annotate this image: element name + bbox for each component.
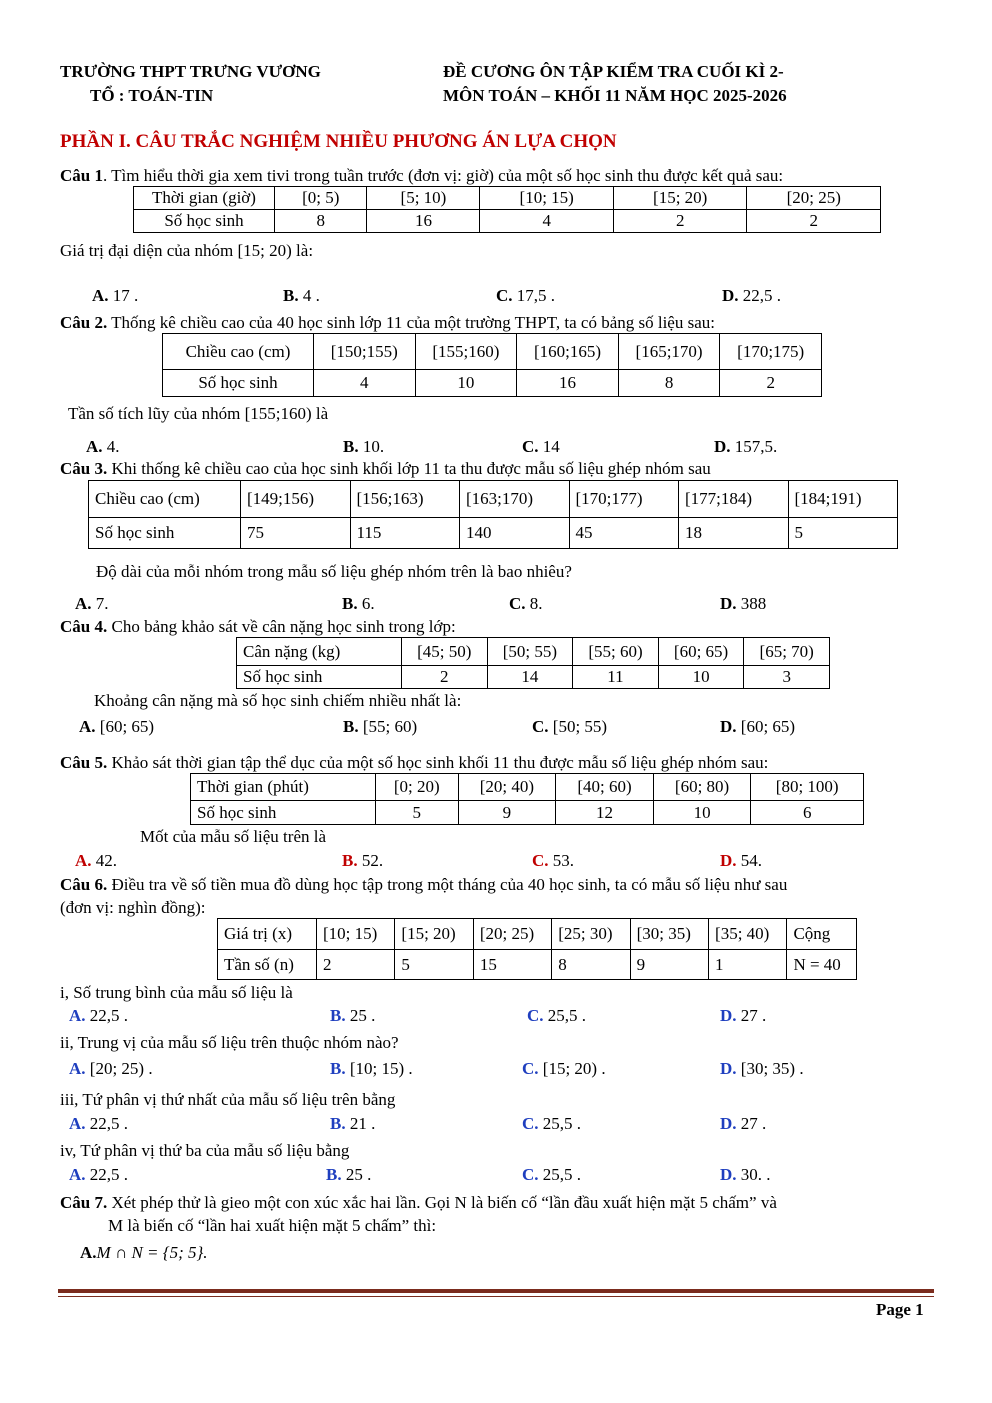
q6-iv-prompt: iv, Tứ phân vị thứ ba của mẫu số liệu bằng [60,1141,350,1160]
table-cell: 115 [350,518,460,549]
table-cell: [25; 30) [552,919,630,950]
option-label: B. [330,1059,346,1078]
table-cell: [160;165) [517,334,619,370]
doc-subtitle: MÔN TOÁN – KHỐI 11 NĂM HỌC 2025-2026 [443,86,787,105]
question-7 [60,1193,777,1213]
table-cell: [163;170) [460,481,570,518]
option-label: A. [75,594,92,613]
option-text: 14 [542,437,560,456]
table-cell: 8 [275,210,367,233]
option-label: C. [522,1059,539,1078]
option-label: D. [720,1059,737,1078]
table-cell: 6 [751,801,864,825]
question-1 [60,166,783,186]
table-cell: [35; 40) [709,919,787,950]
option-text: 53. [552,851,575,870]
option-text: 157,5. [734,437,778,456]
q4-option-c[interactable] [532,717,607,737]
option-text: 27 . [740,1006,767,1025]
option-text: [20; 25) . [89,1059,153,1078]
question-2 [60,313,715,333]
table-cell: [60; 65) [658,638,744,666]
option-text: 25,5 . [542,1165,582,1184]
table-cell: [20; 25) [747,187,881,210]
department: TỔ : TOÁN-TIN [90,86,214,105]
question-3 [60,459,711,479]
option-label: B. [343,437,359,456]
option-label: A. [69,1006,86,1025]
q1-option-d[interactable] [722,286,781,306]
option-text: [30; 35) . [740,1059,804,1078]
table-cell: 140 [460,518,570,549]
table-cell: 75 [241,518,351,549]
table-cell: 12 [556,801,654,825]
option-text: 22,5 . [89,1165,129,1184]
question-7-line2: M là biến cố “lần hai xuất hiện mặt 5 chấm” thì: [108,1216,437,1235]
table-cell: 8 [552,950,630,980]
question-text: Cho bảng khảo sát về cân nặng học sinh trong lớp: [107,617,456,636]
option-text: 17,5 . [516,286,556,305]
q6-iv-option-c[interactable] [522,1165,581,1185]
table-cell: 2 [747,210,881,233]
q6-ii-prompt: ii, Trung vị của mẫu số liệu trên thuộc nhóm nào? [60,1033,399,1052]
option-label: D. [720,1114,737,1133]
page-number: Page 1 [876,1300,924,1319]
table-cell: 14 [487,666,573,689]
table-cell: 10 [653,801,751,825]
question-text: . Tìm hiểu thời gia xem tivi trong tuần trước (đơn vị: giờ) của một số học sinh thu được kết quả sau: [102,166,784,185]
table-cell: [5; 10) [367,187,480,210]
option-label: C. [509,594,526,613]
q4-option-b[interactable] [343,717,417,737]
table-cell: [156;163) [350,481,460,518]
question-text: Khảo sát thời gian tập thể dục của một số học sinh khối 11 thu được mẫu số liệu ghép nhóm sau: [107,753,769,772]
q6-i-option-a[interactable] [69,1006,128,1026]
q4-option-d[interactable] [720,717,795,737]
option-text: [10; 15) . [349,1059,413,1078]
option-text: 25 . [349,1006,376,1025]
q6-ii-option-a[interactable] [69,1059,153,1079]
table-cell: Thời gian (giờ) [134,187,275,210]
section-title: PHẦN I. CÂU TRẮC NGHIỆM NHIỀU PHƯƠNG ÁN LỰA CHỌN [60,131,617,152]
option-text: 25 . [345,1165,372,1184]
table-cell: [165;170) [618,334,720,370]
table-cell: [10; 15) [480,187,614,210]
table-cell: [60; 80) [653,774,751,801]
table-cell: Số học sinh [134,210,275,233]
option-text: 17 . [112,286,139,305]
table-cell: [150;155) [314,334,416,370]
table-cell: 15 [473,950,551,980]
option-text: [15; 20) . [542,1059,606,1078]
option-label: B. [283,286,299,305]
q6-iii-prompt: iii, Tứ phân vị thứ nhất của mẫu số liệu trên bằng [60,1090,396,1109]
option-text: [60; 65) [99,717,155,736]
table-cell: Tần số (n) [218,950,317,980]
table-cell: 2 [402,666,488,689]
table-cell: [50; 55) [487,638,573,666]
question-5 [60,753,768,773]
table-cell: [40; 60) [556,774,654,801]
option-label: A. [69,1114,86,1133]
table-cell: 45 [569,518,679,549]
table-cell: [80; 100) [751,774,864,801]
q6-iii-option-d[interactable] [720,1114,766,1134]
option-text: 25,5 . [547,1006,587,1025]
q2-option-d[interactable] [714,437,777,457]
option-label: B. [342,851,358,870]
option-text: 30. . [740,1165,771,1184]
option-text: 22,5 . [89,1006,129,1025]
table-cell: Chiều cao (cm) [89,481,241,518]
q6-i-option-c[interactable] [527,1006,586,1026]
table-cell: [65; 70) [744,638,830,666]
option-text: 27 . [740,1114,767,1133]
q1-prompt: Giá trị đại diện của nhóm [15; 20) là: [60,241,314,260]
table-cell: Cộng [787,919,857,950]
q5-option-b[interactable] [342,851,383,871]
option-text: 25,5 . [542,1114,582,1133]
option-text: 54. [740,851,763,870]
option-text: 10. [362,437,385,456]
q6-i-option-d[interactable] [720,1006,766,1026]
table-cell: 8 [618,370,720,397]
question-number: Câu 5. [60,753,108,772]
table-cell: Số học sinh [89,518,241,549]
table-cell: 4 [480,210,614,233]
option-text: 6. [361,594,375,613]
q2-option-a[interactable] [86,437,120,457]
option-label: C. [496,286,513,305]
option-text: [60; 65) [740,717,796,736]
table-cell: Cân nặng (kg) [237,638,402,666]
q1-table [133,186,881,233]
option-label: B. [343,717,359,736]
q1-option-a[interactable] [92,286,138,306]
q5-table [190,773,864,825]
option-text: 8. [529,594,543,613]
option-text: 4 . [302,286,320,305]
table-cell: [20; 25) [473,919,551,950]
table-cell: 2 [613,210,747,233]
table-cell: [15; 20) [395,919,473,950]
q6-ii-option-c[interactable] [522,1059,606,1079]
option-label: A. [92,286,109,305]
option-label: B. [326,1165,342,1184]
option-label: C. [522,1114,539,1133]
option-text: 42. [95,851,118,870]
question-text: Khi thống kê chiều cao của học sinh khối lớp 11 ta thu được mẫu số liệu ghép nhóm sau [107,459,711,478]
option-label: D. [720,717,737,736]
q4-table [236,637,830,689]
table-cell: 5 [788,518,898,549]
q6-iii-option-a[interactable] [69,1114,128,1134]
table-cell: 18 [679,518,789,549]
q3-option-d[interactable] [720,594,766,614]
option-label: B. [330,1006,346,1025]
table-cell: 11 [573,666,659,689]
table-cell: [170;175) [720,334,822,370]
table-cell: [0; 5) [275,187,367,210]
option-label: B. [342,594,358,613]
table-cell: [149;156) [241,481,351,518]
table-cell: 16 [517,370,619,397]
option-text: [50; 55) [552,717,608,736]
option-label: A. [80,1243,97,1262]
question-number: Câu 2. [60,313,108,332]
table-cell: 10 [658,666,744,689]
table-cell: [10; 15) [317,919,395,950]
table-cell: Số học sinh [237,666,402,689]
q6-i-prompt: i, Số trung bình của mẫu số liệu là [60,983,293,1002]
q1-option-b[interactable] [283,286,320,306]
q6-table [217,918,857,980]
q5-option-c[interactable] [532,851,574,871]
question-6 [60,875,787,895]
option-label: D. [720,1165,737,1184]
table-cell: 3 [744,666,830,689]
q3-table [88,480,898,549]
q6-iii-option-c[interactable] [522,1114,581,1134]
table-cell: 4 [314,370,416,397]
q3-option-b[interactable] [342,594,375,614]
table-cell: [30; 35) [630,919,708,950]
option-label: C. [527,1006,544,1025]
table-cell: [170;177) [569,481,679,518]
footer-rule-thick [58,1289,934,1293]
option-text: [55; 60) [362,717,418,736]
q6-iv-option-b[interactable] [326,1165,371,1185]
q6-iii-option-b[interactable] [330,1114,375,1134]
q4-option-a[interactable] [79,717,154,737]
option-text: 22,5 . [89,1114,129,1133]
table-cell: [184;191) [788,481,898,518]
q2-option-c[interactable] [522,437,560,457]
table-cell: [177;184) [679,481,789,518]
q6-iv-option-d[interactable] [720,1165,771,1185]
q7-option-a[interactable] [80,1243,208,1263]
option-text: 7. [95,594,109,613]
table-cell: 1 [709,950,787,980]
question-number: Câu 6. [60,875,108,894]
option-label: A. [86,437,103,456]
table-cell: [20; 40) [458,774,556,801]
doc-title: ĐỀ CƯƠNG ÔN TẬP KIỂM TRA CUỐI KÌ 2- [443,62,784,81]
table-cell: 16 [367,210,480,233]
option-label: A. [69,1165,86,1184]
question-text: Điều tra về số tiền mua đồ dùng học tập trong một tháng của 40 học sinh, ta có mẫu số liệu như sau [107,875,788,894]
footer-rule-thin [58,1296,934,1297]
table-cell: 5 [395,950,473,980]
q5-option-d[interactable] [720,851,762,871]
q6-iv-option-a[interactable] [69,1165,128,1185]
q2-table [162,333,822,397]
table-cell: [0; 20) [376,774,459,801]
question-text: Xét phép thử là gieo một con xúc xắc hai lần. Gọi N là biến cố “lần đầu xuất hiện mặt 5 chấm” và [107,1193,777,1212]
table-cell: 10 [415,370,517,397]
option-label: B. [330,1114,346,1133]
q1-option-c[interactable] [496,286,555,306]
q5-option-a[interactable] [75,851,117,871]
school-name: TRƯỜNG THPT TRƯNG VƯƠNG [60,62,321,81]
option-label: C. [532,717,549,736]
table-cell: [15; 20) [613,187,747,210]
option-label: C. [522,437,539,456]
table-cell: Số học sinh [191,801,376,825]
option-text: 21 . [349,1114,376,1133]
table-cell: [155;160) [415,334,517,370]
option-label: C. [522,1165,539,1184]
table-cell: 5 [376,801,459,825]
option-text: M ∩ N = {5; 5}. [96,1243,208,1262]
q4-prompt: Khoảng cân nặng mà số học sinh chiếm nhiều nhất là: [94,691,462,710]
table-cell: Chiều cao (cm) [163,334,314,370]
option-label: D. [720,851,737,870]
q6-i-option-b[interactable] [330,1006,375,1026]
question-number: Câu 7. [60,1193,108,1212]
option-label: C. [532,851,549,870]
option-label: D. [722,286,739,305]
option-label: D. [714,437,731,456]
table-cell: 2 [317,950,395,980]
table-cell: [45; 50) [402,638,488,666]
table-cell: Số học sinh [163,370,314,397]
q2-option-b[interactable] [343,437,384,457]
table-cell: 9 [458,801,556,825]
q2-prompt: Tần số tích lũy của nhóm [155;160) là [68,404,329,423]
question-text: Thống kê chiều cao của 40 học sinh lớp 11 của một trường THPT, ta có bảng số liệu sau: [107,313,715,332]
q6-ii-option-d[interactable] [720,1059,804,1079]
table-cell: [55; 60) [573,638,659,666]
table-cell: Thời gian (phút) [191,774,376,801]
question-4 [60,617,456,637]
table-cell: 9 [630,950,708,980]
option-label: D. [720,594,737,613]
q3-prompt: Độ dài của mỗi nhóm trong mẫu số liệu ghép nhóm trên là bao nhiêu? [96,562,572,581]
table-cell: 2 [720,370,822,397]
option-text: 22,5 . [742,286,782,305]
table-cell: Giá trị (x) [218,919,317,950]
q5-prompt: Mốt của mẫu số liệu trên là [140,827,327,846]
question-number: Câu 3. [60,459,108,478]
question-6-line2: (đơn vị: nghìn đồng): [60,898,206,917]
q3-option-c[interactable] [509,594,543,614]
option-label: D. [720,1006,737,1025]
option-text: 4. [106,437,120,456]
option-label: A. [79,717,96,736]
option-text: 52. [361,851,384,870]
table-cell: N = 40 [787,950,857,980]
question-number: Câu 1 [60,166,103,185]
question-number: Câu 4. [60,617,108,636]
q6-ii-option-b[interactable] [330,1059,413,1079]
option-label: A. [69,1059,86,1078]
q3-option-a[interactable] [75,594,109,614]
option-text: 388 [740,594,767,613]
option-label: A. [75,851,92,870]
